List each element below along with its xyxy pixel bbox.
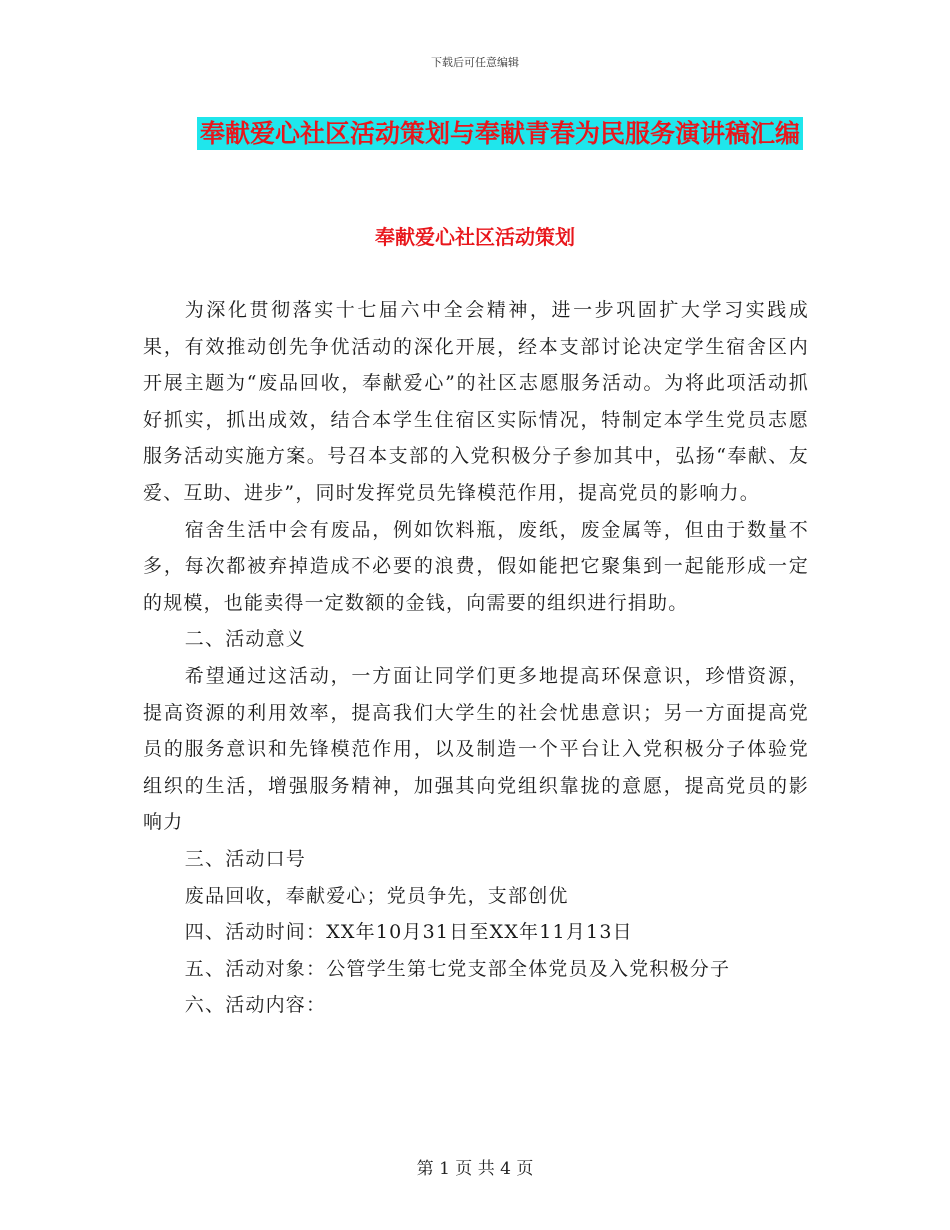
paragraph-activity-target: 五、活动对象：公管学生第七党支部全体党员及入党积极分子 — [184, 957, 731, 980]
document-title — [185, 111, 815, 157]
heading-activity-slogan: 三、活动口号 — [184, 847, 306, 870]
paragraph-background: 宿舍生活中会有废品，例如饮料瓶，废纸，废金属等，但由于数量不多，每次都被弃掉造成不必要的浪费，假如能把它聚集到一起能形成一定的规模，也能卖得一定数额的金钱，向需要的组织进行捐助。 — [143, 518, 809, 614]
document-title-text: 奉献爱心社区活动策划与奉献青春为民服务演讲稿汇编 — [197, 117, 803, 150]
paragraph-activity-time: 四、活动时间：XX年10月31日至XX年11月13日 — [184, 921, 633, 944]
page-number: 第 1 页 共 4 页 — [416, 1159, 534, 1179]
paragraph-significance: 希望通过这活动，一方面让同学们更多地提高环保意识，珍惜资源，提高资源的利用效率，提高我们大学生的社会忧患意识；另一方面提高党员的服务意识和先锋模范作用，以及制造一个平台让入党积极分子体验党组织的生活，增强服务精神，加强其向党组织靠拢的意愿，提高党员的影响力 — [143, 664, 809, 834]
heading-activity-content: 六、活动内容： — [184, 994, 327, 1017]
heading-activity-significance: 二、活动意义 — [184, 628, 306, 651]
document-body — [143, 292, 809, 1024]
section-title: 奉献爱心社区活动策划 — [375, 225, 575, 249]
header-note: 下载后可任意编辑 — [431, 56, 519, 69]
paragraph-slogan: 废品回收，奉献爱心；党员争先，支部创优 — [184, 884, 569, 907]
paragraph-intro: 为深化贯彻落实十七届六中全会精神，进一步巩固扩大学习实践成果，有效推动创先争优活动的深化开展，经本支部讨论决定学生宿舍区内开展主题为“废品回收，奉献爱心”的社区志愿服务活动。为将此项活动抓好抓实，抓出成效，结合本学生住宿区实际情况，特制定本学生党员志愿服务活动实施方案。号召本支部的入党积极分子参加其中，弘扬“奉献、友爱、互助、进步”，同时发挥党员先锋模范作用，提高党员的影响力。 — [143, 299, 809, 504]
